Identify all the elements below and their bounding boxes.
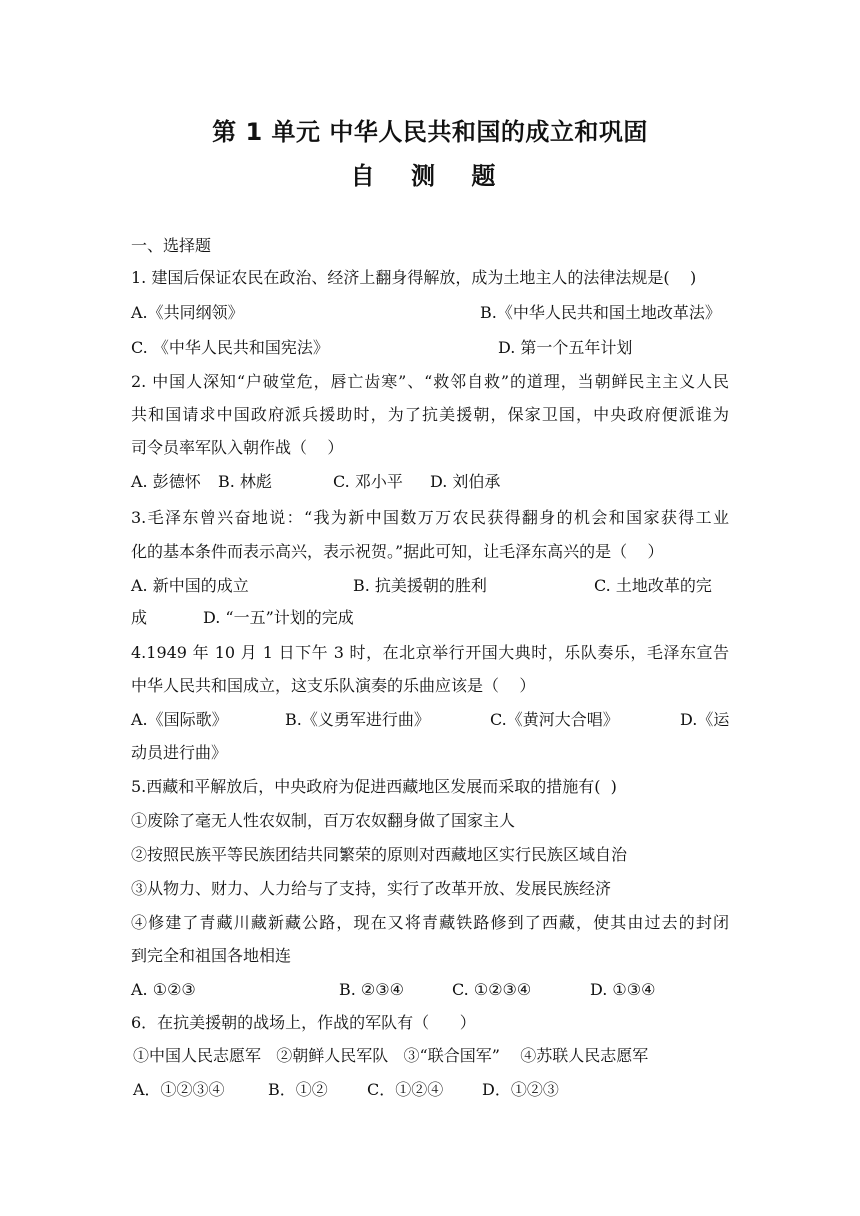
document-subtitle: 自 测 题 [350, 162, 510, 190]
q4-option-a: A.《国际歌》 [131, 710, 228, 729]
q4-stem-line-1: 4.1949 年 10 月 1 日下午 3 时，在北京举行开国大典时，乐队奏乐，毛泽东宣告 [131, 643, 729, 662]
q6-option-d: D．①②③ [482, 1080, 559, 1099]
q6-option-b: B．①② [268, 1080, 328, 1099]
q3-option-d: D. “一五”计划的完成 [203, 608, 354, 627]
q5-option-d: D. ①③④ [590, 980, 656, 999]
q6-option-a: A．①②③④ [133, 1080, 225, 1099]
q3-option-c: C. 土地改革的完 [594, 576, 712, 595]
q4-stem-line-2: 中华人民共和国成立，这支乐队演奏的乐曲应该是（ ） [131, 676, 536, 695]
q5-option-a: A. ①②③ [131, 980, 196, 999]
q5-item-4-line-2: 到完全和祖国各地相连 [131, 946, 292, 965]
q3-option-a: A. 新中国的成立 [131, 576, 249, 595]
q3-option-c-continued: 成 [131, 608, 148, 627]
q3-stem-line-2: 化的基本条件而表示高兴，表示祝贺。”据此可知，让毛泽东高兴的是（ ） [131, 542, 664, 561]
q2-option-d: D. 刘伯承 [430, 472, 501, 491]
q2-option-b: B. 林彪 [218, 472, 272, 491]
q2-stem-line-1: 2. 中国人深知“户破堂危，唇亡齿寒”、“救邻自救”的道理，当朝鲜民主主义人民 [131, 372, 729, 391]
q2-option-a: A. 彭德怀 [131, 472, 201, 491]
q5-option-c: C. ①②③④ [452, 980, 532, 999]
q4-option-d-continued: 动员进行曲》 [131, 743, 228, 762]
q5-item-3: ③从物力、财力、人力给与了支持，实行了改革开放、发展民族经济 [131, 879, 612, 898]
q4-option-c: C.《黄河大合唱》 [490, 710, 619, 729]
q2-stem-line-3: 司令员率军队入朝作战（ ） [131, 438, 344, 457]
q1-option-b: B.《中华人民共和国土地改革法》 [480, 303, 721, 322]
q5-stem: 5.西藏和平解放后，中央政府为促进西藏地区发展而采取的措施有( ) [131, 777, 617, 796]
q5-item-2: ②按照民族平等民族团结共同繁荣的原则对西藏地区实行民族区域自治 [131, 845, 628, 864]
section-label: 一、选择题 [131, 236, 212, 255]
q5-option-b: B. ②③④ [339, 980, 404, 999]
q5-item-4-line-1: ④修建了青藏川藏新藏公路，现在又将青藏铁路修到了西藏，使其由过去的封闭 [131, 913, 729, 932]
q1-stem: 1. 建国后保证农民在政治、经济上翻身得解放，成为土地主人的法律法规是( ) [131, 268, 697, 287]
q3-option-b: B. 抗美援朝的胜利 [353, 576, 487, 595]
q1-option-a: A.《共同纲领》 [131, 303, 244, 322]
q3-stem-line-1: 3.毛泽东曾兴奋地说：“我为新中国数万万农民获得翻身的机会和国家获得工业 [131, 508, 729, 527]
q2-stem-line-2: 共和国请求中国政府派兵援助时，为了抗美援朝，保家卫国，中央政府便派谁为 [131, 405, 729, 424]
q6-items: ①中国人民志愿军 ②朝鲜人民军队 ③“联合国军” ④苏联人民志愿军 [133, 1046, 649, 1065]
q6-stem: 6．在抗美援朝的战场上，作战的军队有（ ） [131, 1013, 476, 1032]
q1-option-d: D. 第一个五年计划 [498, 338, 633, 357]
q4-option-b: B.《义勇军进行曲》 [285, 710, 430, 729]
q5-item-1: ①废除了毫无人性农奴制，百万农奴翻身做了国家主人 [131, 811, 516, 830]
q1-option-c: C. 《中华人民共和国宪法》 [131, 338, 329, 357]
q2-option-c: C. 邓小平 [333, 472, 403, 491]
q6-option-c: C．①②④ [367, 1080, 444, 1099]
q4-option-d: D.《运 [680, 710, 730, 729]
document-title: 第 1 单元 中华人民共和国的成立和巩固 [212, 118, 648, 146]
